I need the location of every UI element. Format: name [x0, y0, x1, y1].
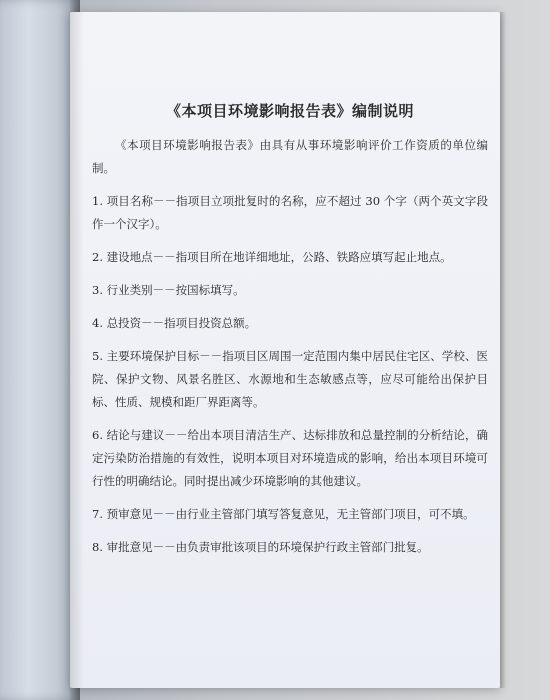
intro-paragraph: 《本项目环境影响报告表》由具有从事环境影响评价工作资质的单位编制。	[92, 138, 488, 175]
item-preliminary-review-opinion: 7. 预审意见－－由行业主管部门填写答复意见，无主管部门项目，可不填。	[92, 507, 475, 521]
left-page-stack	[0, 0, 80, 700]
document-page	[70, 12, 500, 688]
item-industry-category: 3. 行业类别－－按国标填写。	[92, 283, 245, 297]
page-title: 《本项目环境影响报告表》编制说明	[165, 102, 414, 120]
page-edge-shadow	[500, 12, 506, 688]
item-conclusion-and-recommendations: 6. 结论与建议－－给出本项目清洁生产、达标排放和总量控制的分析结论，确定污染防治措施的有效性，说明本项目对环境造成的影响，给出本项目环境可行性的明确结论。同时提出减少环境影响的其他建议。	[92, 428, 488, 488]
item-construction-site: 2. 建设地点－－指项目所在地详细地址，公路、铁路应填写起止地点。	[92, 250, 452, 264]
item-project-name: 1. 项目名称－－指项目立项批复时的名称，应不超过 30 个字（两个英文字段作一个汉字）。	[92, 194, 488, 231]
item-approval-opinion: 8. 审批意见－－由负责审批该项目的环境保护行政主管部门批复。	[92, 540, 429, 554]
item-total-investment: 4. 总投资－－指项目投资总额。	[92, 316, 257, 330]
page-content	[92, 102, 488, 569]
item-environmental-protection-targets: 5. 主要环境保护目标－－指项目区周围一定范围内集中居民住宅区、学校、医院、保护文物、风景名胜区、水源地和生态敏感点等，应尽可能给出保护目标、性质、规模和距厂界距离等。	[92, 349, 488, 409]
